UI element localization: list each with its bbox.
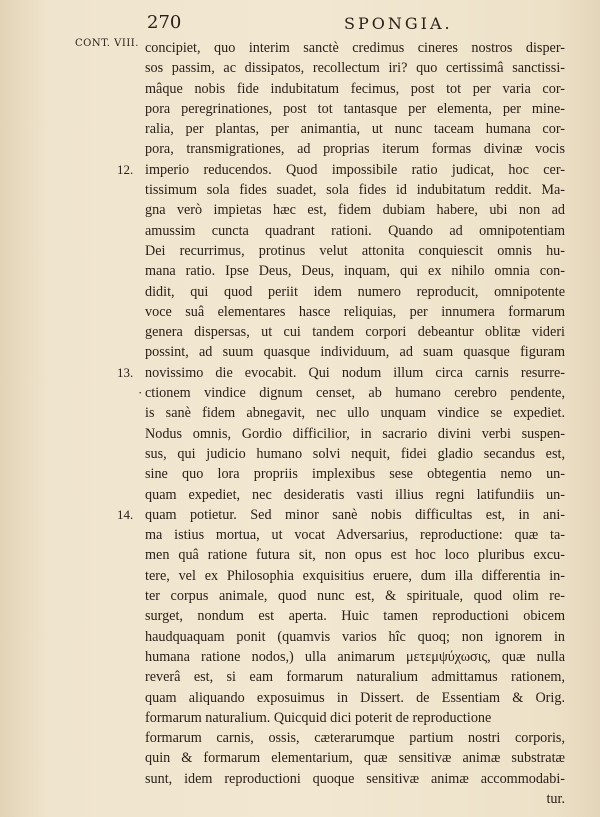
text-line: [0, 180, 565, 200]
line-text: quam aliquando exposuimus in Dissert. de Essentiam & Orig.: [145, 689, 565, 706]
line-text: sos passim, ac dissipatos, recollectum iri? quo certissimâ sanctissi-: [145, 60, 565, 77]
text-line: [0, 424, 565, 444]
text-line: [0, 58, 565, 78]
line-text: is sanè fidem abnegavit, nec ullo unquam vindice se expediet.: [145, 405, 565, 422]
text-line: [0, 444, 565, 464]
text-line: [0, 383, 565, 403]
text-line: [0, 221, 565, 241]
text-line: [0, 464, 565, 484]
line-text: reverâ est, si eam formarum naturalium admittamus rationem,: [145, 669, 565, 686]
line-text: quam potietur. Sed minor sanè nobis difficultas est, in ani-: [145, 506, 565, 523]
line-text: novissimo die evocabit. Qui nodum illum circa carnis resurre-: [145, 364, 565, 381]
text-line: [0, 241, 565, 261]
page-number: 270: [147, 12, 182, 33]
line-text: ralia, per plantas, per animantia, ut nunc taceam humana cor-: [145, 121, 565, 138]
margin-note: CONT. VIII.: [75, 38, 139, 49]
line-text: imperio reducendos. Quod impossibile ratio judicat, hoc cer-: [145, 161, 565, 178]
line-text: men quâ ratione futura sit, non opus est hoc loco pluribus excu-: [145, 547, 565, 564]
text-line: [0, 606, 565, 626]
line-text: ter corpus animale, quod nunc est, & spirituale, quod olim re-: [145, 588, 565, 605]
line-text: gna verò impietas hæc est, fidem dubiam habere, ubi non ad: [145, 202, 565, 219]
text-line: [0, 160, 565, 180]
text-line: [0, 139, 565, 159]
line-text: quin & formarum elementarium, quæ sensitivæ animæ substratæ: [145, 750, 565, 767]
text-line: [0, 200, 565, 220]
line-text: ma istius mortua, ut vocat Adversarius, reproductione: quæ ta-: [145, 527, 565, 544]
section-number: 13.: [117, 364, 134, 380]
line-text: tissimum sola fides suadet, sola fides id indubitatum reddit. Ma-: [145, 182, 565, 199]
line-text: quam expediet, nec desideratis vasti illius regni latifundiis un-: [145, 486, 565, 503]
text-line: [0, 322, 565, 342]
text-line: [0, 647, 565, 667]
text-line: [0, 525, 565, 545]
text-line: [0, 119, 565, 139]
text-line: [0, 789, 565, 809]
text-line: [0, 485, 565, 505]
line-text: tere, vel ex Philosophia exquisitius eruere, dum illa differentia in-: [145, 567, 565, 584]
line-text: voce suâ elementares hasce reliquias, per innumera formarum: [145, 303, 565, 320]
text-line: [0, 566, 565, 586]
line-text: mâque nobis fide indubitatum fecimus, post tot per varia cor-: [145, 80, 565, 97]
text-line: [0, 302, 565, 322]
line-text: concipiet, quo interim sanctè credimus cineres nostros disper-: [145, 40, 565, 56]
text-line: [0, 363, 565, 383]
text-line: [0, 342, 565, 362]
line-text: formarum carnis, ossis, cæterarumque partium nostri corporis,: [145, 730, 565, 747]
text-line: [0, 586, 565, 606]
line-text: genera dispersas, ut cui tandem corpori debeantur oblitæ videri: [145, 324, 565, 341]
line-text: mana ratio. Ipse Deus, Deus, inquam, qui ex nihilo omnia con-: [145, 263, 565, 280]
text-line: [0, 728, 565, 748]
margin-mark: ·: [138, 385, 143, 401]
line-text: sus, qui judicio humano solvi nequit, fidei gladio secandus est,: [145, 445, 565, 462]
line-text: surget, nondum est aperta. Huic tamen reproductioni obicem: [145, 608, 565, 625]
running-title: SPONGIA.: [344, 14, 453, 33]
text-line: [0, 79, 565, 99]
line-text: haudquaquam ponit (quamvis varios hîc quoq; non ignorem in: [145, 628, 565, 645]
line-text: pora, transmigrationes, ad proprias iterum formas divinæ vocis: [145, 141, 565, 158]
text-line: [0, 708, 565, 728]
line-text: Dei recurrimus, protinus velut attonita conquiescit omnis hu-: [145, 242, 565, 259]
text-line: [0, 403, 565, 423]
section-number: 12.: [117, 161, 134, 177]
text-line: [0, 627, 565, 647]
line-text: possint, ad suum quasque individuum, ad suam quasque figuram: [145, 344, 565, 361]
text-line: [0, 545, 565, 565]
line-text: Nodus omnis, Gordio difficilior, in sacrario divini verbi suspen-: [145, 425, 565, 442]
section-number: 14.: [117, 506, 134, 522]
text-line: [0, 38, 565, 58]
text-line: [0, 667, 565, 687]
text-line: [0, 748, 565, 768]
line-text: sine quo lora propriis implexibus sese obtegentia nemo un-: [145, 466, 565, 483]
line-text: didit, qui quod periit idem numero reproducit, omnipotente: [145, 283, 565, 300]
line-text: humana ratione nodos,) ulla animarum μετεμψύχωσις, quæ nulla: [145, 648, 565, 665]
line-text: ctionem vindice dignum censet, ab humano cerebro pendente,: [145, 385, 565, 402]
text-line: [0, 688, 565, 708]
line-text: formarum naturalium. Quicquid dici poterit de reproductione: [145, 709, 492, 726]
text-line: [0, 261, 565, 281]
text-line: [0, 99, 565, 119]
text-line: [0, 282, 565, 302]
text-line: [0, 505, 565, 525]
line-text: pora peregrinationes, post tot tantasque per elementa, per mine-: [145, 100, 565, 117]
text-body: [0, 38, 600, 809]
text-line: [0, 769, 565, 789]
line-text: amussim cuncta quadrant rationi. Quando ad omnipotentiam: [145, 222, 565, 239]
page-header: [0, 6, 600, 36]
line-text: tur.: [546, 790, 565, 807]
line-text: sunt, idem reproductioni quoque sensitivæ animæ accommodabi-: [145, 770, 565, 787]
